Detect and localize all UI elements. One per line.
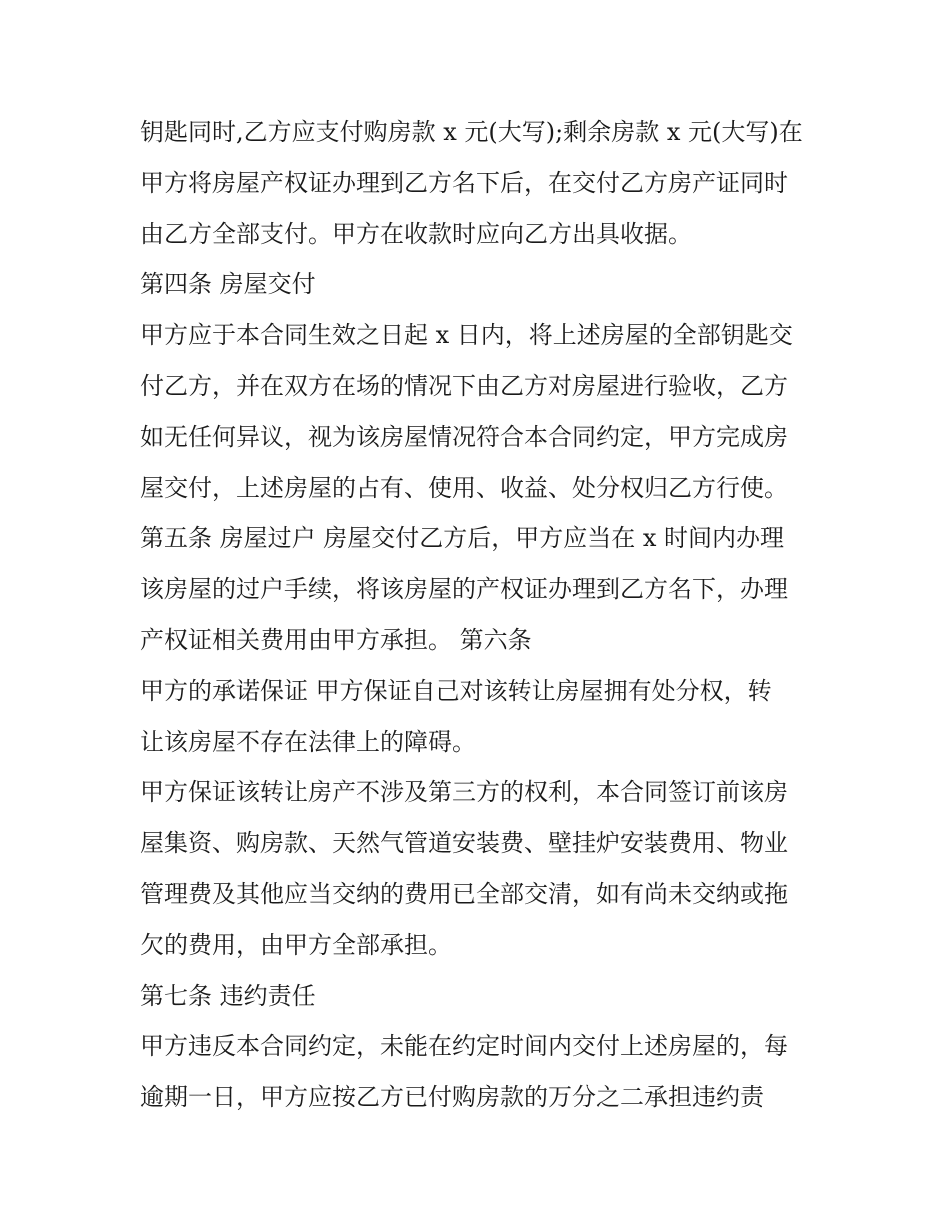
text-line: 屋集资、购房款、天然气管道安装费、壁挂炉安装费用、物业: [140, 829, 788, 858]
text-line: 逾期一日，甲方应按乙方已付购房款的万分之二承担违约责: [140, 1083, 764, 1112]
text-line: 如无任何异议，视为该房屋情况符合本合同约定，甲方完成房: [140, 422, 788, 451]
text-line: 欠的费用，由甲方全部承担。: [140, 930, 452, 959]
text-line: 付乙方，并在双方在场的情况下由乙方对房屋进行验收，乙方: [140, 371, 788, 400]
text-line: 该房屋的过户手续，将该房屋的产权证办理到乙方名下，办理: [140, 575, 788, 604]
text-line: 甲方将房屋产权证办理到乙方名下后，在交付乙方房产证同时: [140, 168, 788, 197]
text-line: 产权证相关费用由甲方承担。 第六条: [140, 625, 532, 654]
text-line: 钥匙同时,乙方应支付购房款 x 元(大写);剩余房款 x 元(大写)在: [140, 118, 803, 146]
text-line: 甲方保证该转让房产不涉及第三方的权利，本合同签订前该房: [140, 778, 788, 807]
text-line: 让该房屋不存在法律上的障碍。: [140, 727, 476, 756]
text-line: 甲方的承诺保证 甲方保证自己对该转让房屋拥有处分权，转: [140, 676, 772, 705]
text-line: 甲方应于本合同生效之日起 x 日内，将上述房屋的全部钥匙交: [140, 321, 793, 350]
text-line: 由乙方全部支付。甲方在收款时应向乙方出具收据。: [140, 219, 692, 248]
text-line-article-5: 第五条 房屋过户 房屋交付乙方后，甲方应当在 x 时间内办理: [140, 524, 785, 553]
text-line: 屋交付，上述房屋的占有、使用、收益、处分权归乙方行使。: [140, 473, 788, 502]
section-heading-article-7: 第七条 违约责任: [140, 981, 316, 1010]
text-line: 甲方违反本合同约定，未能在约定时间内交付上述房屋的，每: [140, 1032, 788, 1061]
text-line: 管理费及其他应当交纳的费用已全部交清，如有尚未交纳或拖: [140, 879, 788, 908]
contract-body-text: [140, 107, 820, 1123]
section-heading-article-4: 第四条 房屋交付: [140, 270, 316, 299]
